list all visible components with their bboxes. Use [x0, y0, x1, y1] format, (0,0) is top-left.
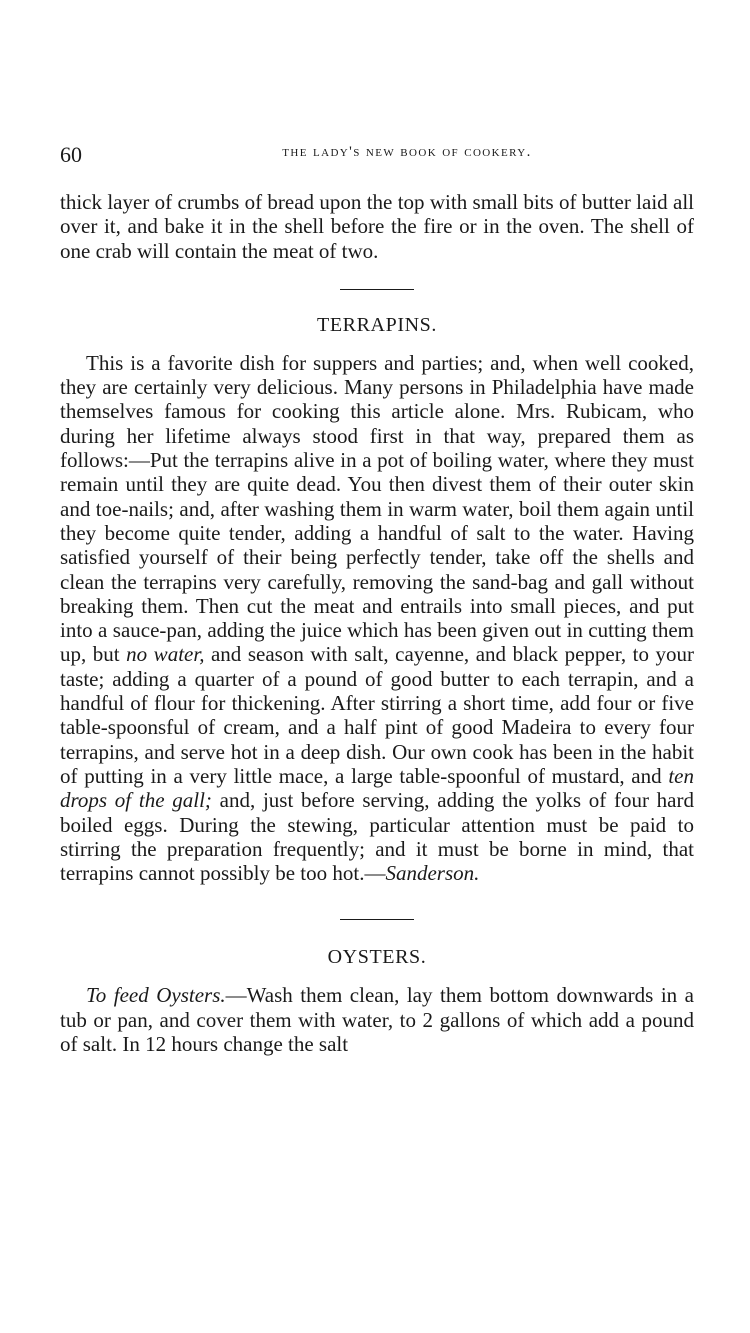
- terrapins-emphasis-no-water: no water,: [126, 642, 205, 667]
- section-heading-oysters: OYSTERS.: [327, 946, 427, 969]
- oysters-paragraph: [60, 983, 694, 1056]
- terrapins-text-part-3: and, just before serving, adding the yolks of four hard boiled eggs. During the stewing, particular attention must be paid to stirring the preparation frequently; and it must be borne in mind, that terrapins cannot possibly be too hot.—: [60, 788, 694, 886]
- section-divider: [340, 289, 414, 290]
- oysters-subheading: To feed Oysters.: [86, 983, 226, 1008]
- terrapins-text-part-2: and season with salt, cayenne, and black pepper, to your taste; adding a quarter of a pound of good butter to each terrapin, and a handful of flour for thickening. After stirring a short time, add four or five table-spoonsful of cream, and a half pint of good Madeira to every four terrapins, and serve hot in a deep dish. Our own cook has been in the habit of putting in a very little mace, a large table-spoonful of mustard, and: [60, 642, 694, 788]
- terrapins-paragraph: [60, 351, 694, 886]
- terrapins-text-part-1: This is a favorite dish for suppers and parties; and, when well cooked, they are certainly very delicious. Many persons in Philadelphia have made themselves famous for cooking this article alone. Mrs. Rubicam, who during her lifetime always stood first in that way, prepared them as follows:—Put the terrapins alive in a pot of boiling water, where they must remain until they are quite dead. You then divest them of their outer skin and toe-nails; and, after washing them in warm water, boil them again until they become quite tender, adding a handful of salt to the water. Having satisfied yourself of their being perfectly tender, take off the shells and clean the terrapins very carefully, removing the sand-bag and gall without breaking them. Then cut the meat and entrails into small pieces, and put into a sauce-pan, adding the juice which has been given out in cutting them up, but: [60, 350, 694, 667]
- terrapins-attribution: Sanderson.: [385, 861, 480, 886]
- continued-paragraph: thick layer of crumbs of bread upon the top with small bits of butter laid all over it, and bake it in the shell before the fire or in the oven. The shell of one crab will contain the meat of two.: [60, 190, 694, 263]
- book-page: [60, 140, 694, 1056]
- section-divider: [340, 919, 414, 920]
- section-heading-terrapins: TERRAPINS.: [317, 313, 437, 336]
- page-number: 60: [60, 142, 82, 167]
- running-title: the lady's new book of cookery.: [282, 144, 532, 160]
- oysters-text: —Wash them clean, lay them bottom downwards in a tub or pan, and cover them with water, to 2 gallons of which add a pound of salt. In 12 hours change the salt: [60, 983, 694, 1057]
- running-head: [60, 140, 694, 170]
- terrapins-emphasis-gall: ten drops of the gall;: [60, 763, 694, 813]
